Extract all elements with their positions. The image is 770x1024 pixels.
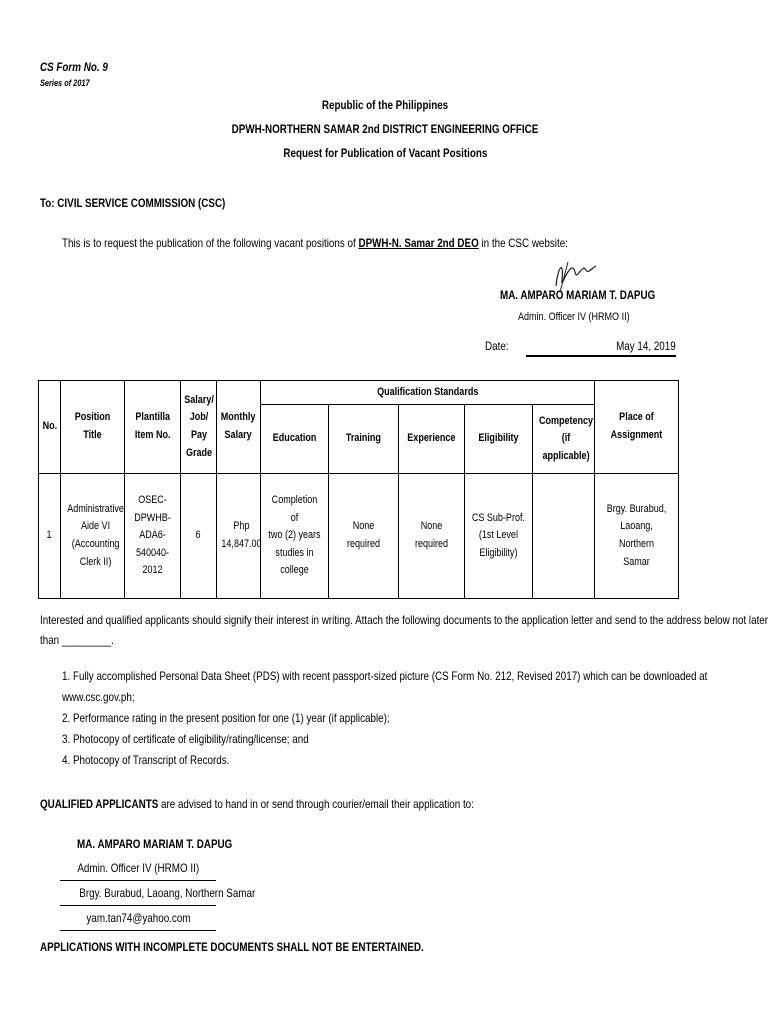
col-training: Training [329, 405, 399, 474]
table-row [39, 474, 679, 599]
address-position: Admin. Officer IV (HRMO II) [60, 856, 216, 881]
col-monthly-salary: Monthly Salary [217, 381, 261, 474]
cell-education: Completion of two (2) years studies in college [261, 474, 329, 599]
cell-place: Brgy. Burabud, Laoang, Northern Samar [595, 474, 679, 599]
signatory-name: MA. AMPARO MARIAM T. DAPUG [500, 288, 656, 302]
col-experience: Experience [399, 405, 465, 474]
col-plantilla: Plantilla Item No. [125, 381, 181, 474]
vacant-positions-table [38, 380, 679, 599]
col-qualification-standards: Qualification Standards [261, 381, 595, 405]
cell-position-title: Administrative Aide VI (Accounting Clerk II) [61, 474, 125, 599]
cell-experience: None required [399, 474, 465, 599]
requirements-list [62, 666, 770, 771]
signatory-position: Admin. Officer IV (HRMO II) [518, 311, 630, 323]
date-label: Date: [485, 339, 509, 353]
col-eligibility: Eligibility [465, 405, 533, 474]
col-competency: Competency (if applicable) [533, 405, 595, 474]
col-position-title: Position Title [61, 381, 125, 474]
date-value: May 14, 2019 [526, 339, 676, 357]
header-republic: Republic of the Philippines [321, 98, 449, 112]
list-item: www.csc.gov.ph; [62, 690, 135, 704]
list-item: 1. Fully accomplished Personal Data Sheet (PDS) with recent passport-sized picture (CS Form No. 212, Revised 2017) which can be downloaded at [62, 669, 708, 683]
list-item: 3. Photocopy of certificate of eligibility/rating/license; and [62, 732, 309, 746]
office-name: DPWH-N. Samar 2nd DEO [358, 236, 479, 250]
col-place: Place of Assignment [595, 381, 679, 474]
mailing-address [60, 832, 256, 931]
form-series: Series of 2017 [40, 78, 90, 88]
col-education: Education [261, 405, 329, 474]
cell-plantilla: OSEC- DPWHB- ADA6- 540040-2012 [125, 474, 181, 599]
cell-competency [533, 474, 595, 599]
cell-no: 1 [39, 474, 61, 599]
list-item: 2. Performance rating in the present position for one (1) year (if applicable); [62, 711, 390, 725]
col-no: No. [39, 381, 61, 474]
cell-training: None required [329, 474, 399, 599]
col-salary-grade: Salary/ Job/ Pay Grade [181, 381, 217, 474]
instructions-paragraph: Interested and qualified applicants should signify their interest in writing. Attach the following documents to the application letter and send to the address below not later than _________. [40, 613, 769, 647]
intro-text: This is to request the publication of the following vacant positions of DPWH-N. Samar 2nd DEO in the CSC website: [62, 236, 568, 250]
list-item: 4. Photocopy of Transcript of Records. [62, 753, 230, 767]
cell-salary-grade: 6 [181, 474, 217, 599]
address-name: MA. AMPARO MARIAM T. DAPUG [77, 837, 233, 851]
cell-eligibility: CS Sub-Prof. (1st Level Eligibility) [465, 474, 533, 599]
header-office: DPWH-NORTHERN SAMAR 2nd DISTRICT ENGINEERING OFFICE [231, 122, 539, 136]
addressee: To: CIVIL SERVICE COMMISSION (CSC) [40, 196, 226, 210]
cell-monthly-salary: Php 14,847.00 [217, 474, 261, 599]
qualified-applicants-note: QUALIFIED APPLICANTS are advised to hand in or send through courier/email their application to: [40, 797, 474, 811]
address-email[interactable]: yam.tan74@yahoo.com [60, 906, 216, 931]
form-number: CS Form No. 9 [40, 60, 108, 74]
address-location: Brgy. Burabud, Laoang, Northern Samar [60, 881, 216, 906]
header-request-title: Request for Publication of Vacant Positions [283, 146, 487, 160]
incomplete-documents-note: APPLICATIONS WITH INCOMPLETE DOCUMENTS SHALL NOT BE ENTERTAINED. [40, 940, 424, 954]
